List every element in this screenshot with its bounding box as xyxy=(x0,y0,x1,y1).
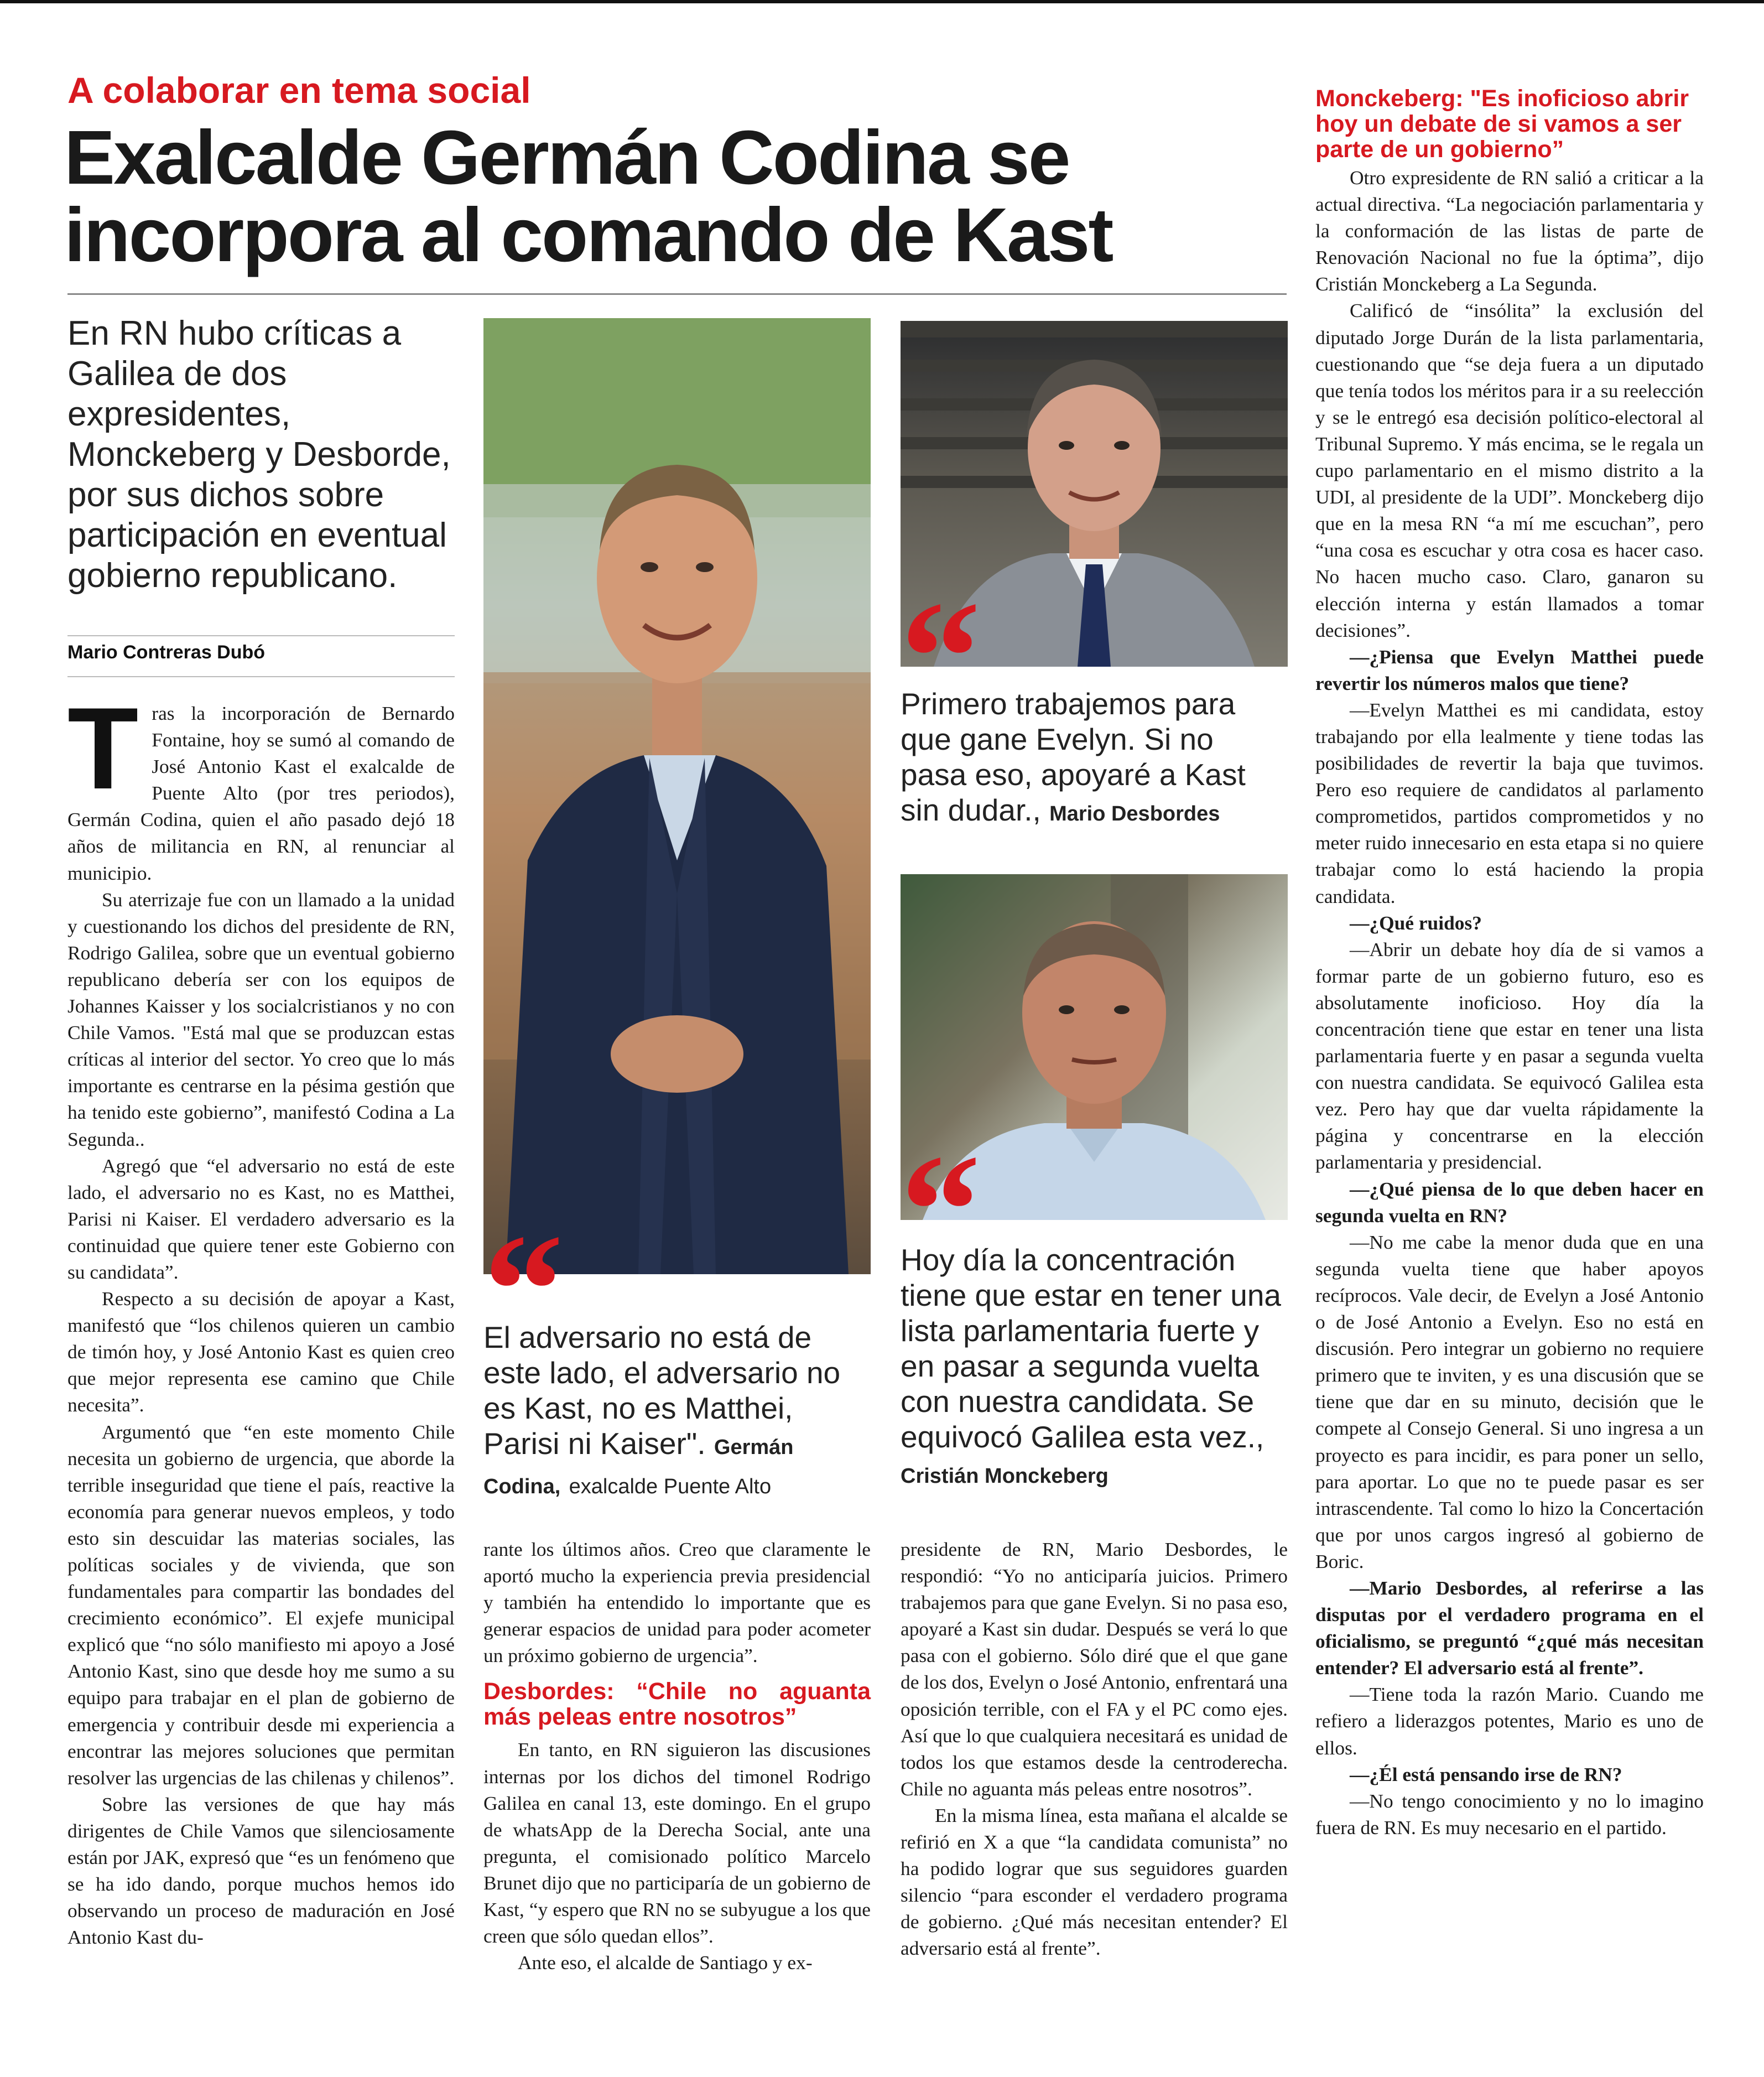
interview-question: —¿Qué piensa de lo que deben hacer en segunda vuelta en RN? xyxy=(1315,1177,1704,1227)
headline-rule xyxy=(67,293,1287,295)
pull-quote-text: El adversario no está de este lado, el adversario no es Kast, no es Matthei, Parisi ni Kaiser". xyxy=(483,1320,841,1461)
paragraph: Agregó que “el adversario no está de este lado, el adversario no es Kast, no es Matthei, Parisi ni Kaiser. El verdadero adversario es la continuidad que quiere tener este Gobierno con su candidata”. xyxy=(67,1154,455,1283)
pull-quote-monckeberg xyxy=(901,1242,1288,1494)
paragraph: Respecto a su decisión de apoyar a Kast, manifestó que “los chilenos quieren un cambio de timón hoy, y José Antonio Kast es quien creo que mejor representa ese camino que Chile necesita”. xyxy=(67,1287,455,1416)
paragraph: Argumentó que “en este momento Chile necesita un gobierno de urgencia, que aborde la terrible inseguridad que tiene el país, reactive la economía para generar nuevos empleos, y todo esto sin descuidar las materias sociales, las políticas sociales y de vivienda, que son fundamentales para compartir las bondades del crecimiento económico”. El exjefe municipal explicó que “no sólo manifiesto mi apoyo a José Antonio Kast, sino que desde hoy me sumo a su equipo para trabajar en el plan de gobierno de emergencia y contribuir desde mi experiencia a encontrar las mejores soluciones que permitan resolver las urgencias de las chilenas y chilenos”. xyxy=(67,1420,455,1789)
interview-question: —¿Qué ruidos? xyxy=(1350,911,1482,934)
headline-line-2: incorpora al comando de Kast xyxy=(64,193,1112,278)
interview-question: —¿Piensa que Evelyn Matthei puede revertir los números malos que tiene? xyxy=(1315,645,1704,694)
quote-mark-1: “ xyxy=(483,1201,564,1379)
article-column-1 xyxy=(67,683,455,1950)
pull-quote-text: Primero trabajemos para que gane Evelyn. Si no pasa eso, apoyaré a Kast sin dudar., xyxy=(901,687,1246,827)
pull-quote-text: Hoy día la concentración tiene que estar en tener una lista parlamentaria fuerte y en pasar a segunda vuelta con nuestra candidata. Se equivocó Galilea esta vez., xyxy=(901,1243,1282,1454)
interview-answer: —No me cabe la menor duda que en una segunda vuelta tiene que haber apoyos recíprocos. Vale decir, de Evelyn a José Antonio o de José Antonio a Evelyn. Eso no está en discusión. Pero integrar un gobierno no requiere primero que te inviten, y es una discusión que se tiene que dar en su minuto, decisión que le compete al Consejo General. Si uno ingresa a un proyecto es para incidir, es para poner un sello, para aportar. Lo que no te puede pasar es ser intrascendente. Tal como lo hizo la Concertación que por unos cargos ingresó al gobierno de Boric. xyxy=(1315,1230,1704,1572)
paragraph: presidente de RN, Mario Desbordes, le respondió: “Yo no anticiparía juicios. Primero trabajemos para que gane Evelyn. Si no pasa eso, apoyaré a Kast sin dudar. Después se verá lo que pasa con el gobierno. Sólo diré que el que gane de los dos, Evelyn o José Antonio, enfrentará una oposición terrible, con el FA y el PC como ejes. Así que lo que cualquiera necesitará es unidad de todos los que estamos desde la centroderecha. Chile no aguanta más peleas entre nosotros”. xyxy=(901,1538,1288,1800)
top-rule xyxy=(0,0,1764,3)
interview-answer: —Evelyn Matthei es mi candidata, estoy trabajando por ella lealmente y tiene todas las posibilidades de revertir la baja que tuvimos. Pero eso requiere de candidatos al parlamento comprometidos, partidos comprometidos y no meter ruido innecesario en esta etapa si no quiere trabajar como lo está haciendo la propia candidata. xyxy=(1315,698,1704,907)
pull-quote-author: Cristián Monckeberg xyxy=(901,1465,1109,1488)
deck: En RN hubo críticas a Galilea de dos expresidentes, Monckeberg y Desborde, por sus dichos sobre participación en eventual gobierno republicano. xyxy=(67,314,451,595)
pull-quote-role: exalcalde Puente Alto xyxy=(569,1475,772,1498)
byline-rule-bottom xyxy=(67,676,455,677)
pull-quote-author: Germán Codina, xyxy=(483,1436,794,1498)
paragraph: Sobre las versiones de que hay más dirigentes de Chile Vamos que silenciosamente están por JAK, expresó que “es un fenómeno que se ha ido dando, porque muchos hemos ido observando un proceso de maduración en José Antonio Kast du- xyxy=(67,1793,455,1949)
kicker: A colaborar en tema social xyxy=(67,70,531,111)
quote-mark-3: “ xyxy=(901,1121,981,1299)
paragraph: En tanto, en RN siguieron las discusiones internas por los dichos del timonel Rodrigo Galilea en canal 13, este domingo. En el grupo de whatsApp de la Derecha Social, ante una pregunta, el comisionado político Marcelo Brunet dijo que no participaría de un gobierno de Kast, “y espero que RN no se subyugue a los que creen que sólo quedan ellos”. xyxy=(483,1738,871,1948)
interview-answer: —No tengo conocimiento y no lo imagino fuera de RN. Es muy necesario en el partido. xyxy=(1315,1789,1704,1839)
article-column-2 xyxy=(483,1536,871,1976)
paragraph: rante los últimos años. Creo que claramente le aportó mucho la experiencia previa presidencial y también ha entendido lo importante que es generar espacios de unidad para poder acometer un próximo gobierno de urgencia”. xyxy=(483,1538,871,1667)
article-column-3 xyxy=(901,1536,1288,1962)
byline-rule-top xyxy=(67,635,455,636)
paragraph: Calificó de “insólita” la exclusión del diputado Jorge Durán de la lista parlamentaria, cuestionando que “se deja fuera a un diputado que tenía todos los méritos para ir a su reelección y se le entregó esa decisión político-electoral al Tribunal Supremo. Y más encima, se le regala un cupo parlamentario en el mismo distrito a la UDI, al presidente de la UDI”. Monckeberg dijo que en la mesa RN “a mí me escuchan”, pero “una cosa es escuchar y otra cosa es hacer caso. No hacen mucho caso. Claro, ganaron su elección interna y están llamados a tomar decisiones”. xyxy=(1315,299,1704,641)
paragraph: Su aterrizaje fue con un llamado a la unidad y cuestionando los dichos del presidente de RN, Rodrigo Galilea, sobre que un eventual gobierno republicano debería ser con los equipos de Johannes Kaisser y los socialcristianos y no con Chile Vamos. "Está mal que se produzcan estas críticas al interior del sector. Yo creo que lo más importante es centrarse en la pésima gestión que ha tenido este gobierno”, manifestó Codina a La Segunda.. xyxy=(67,888,455,1150)
byline: Mario Contreras Dubó xyxy=(67,642,266,663)
paragraph: ras la incorporación de Bernardo Fontaine, hoy se sumó al comando de José Antonio Kast el exalcalde de Puente Alto (por tres periodos), Germán Codina, quien el año pasado dejó 18 años de militancia en RN, al renunciar al municipio. xyxy=(67,702,455,884)
headline xyxy=(64,115,1112,278)
pull-quote-desbordes xyxy=(901,686,1255,832)
pull-quote-author: Mario Desbordes xyxy=(1049,802,1220,825)
portrait-illustration xyxy=(483,318,871,1274)
subheading-desbordes: Desbordes: “Chile no aguanta más peleas entre nosotros” xyxy=(483,1678,871,1731)
interview-answer: —Abrir un debate hoy día de si vamos a formar parte de un gobierno futuro, eso es absolutamente inoficioso. Hoy día la concentración tiene que estar en tener una lista parlamentaria fuerte y en pasar a segunda vuelta con nuestra candidata. Se equivocó Galilea esta vez. Pero hay que dar vuelta rápidamente la página y concentrarse en la elección parlamentaria y presidencial. xyxy=(1315,938,1704,1173)
pull-quote-codina xyxy=(483,1320,871,1504)
paragraph: En la misma línea, esta mañana el alcalde se refirió en X a que “la candidata comunista” no ha podido lograr que sus seguidores guarden silencio “para esconder el verdadero programa de gobierno. ¿Qué más necesitan entender? El adversario está al frente”. xyxy=(901,1804,1288,1960)
paragraph: Otro expresidente de RN salió a criticar a la actual directiva. “La negociación parlamentaria y la conformación de las listas de parte de Renovación Nacional no fue la óptima”, dijo Cristián Monckeberg a La Segunda. xyxy=(1315,167,1704,295)
headline-line-1: Exalcalde Germán Codina se xyxy=(64,115,1069,200)
drop-cap: T xyxy=(67,683,139,813)
interview-question: —¿Él está pensando irse de RN? xyxy=(1350,1763,1622,1785)
subheading-monckeberg: Monckeberg: "Es inoficioso abrir hoy un debate de si vamos a ser parte de un gobierno” xyxy=(1315,85,1689,163)
paragraph: Ante eso, el alcalde de Santiago y ex- xyxy=(518,1951,813,1974)
photo-german-codina xyxy=(483,318,871,1274)
interview-answer: —Tiene toda la razón Mario. Cuando me refiero a liderazgos potentes, Mario es uno de ellos. xyxy=(1315,1683,1704,1759)
quote-mark-2: “ xyxy=(901,568,981,746)
article-column-4 xyxy=(1315,164,1704,1841)
interview-question: —Mario Desbordes, al referirse a las disputas por el verdadero programa en el oficialismo, se preguntó “¿qué más necesitan entender? El adversario está al frente”. xyxy=(1315,1576,1704,1679)
